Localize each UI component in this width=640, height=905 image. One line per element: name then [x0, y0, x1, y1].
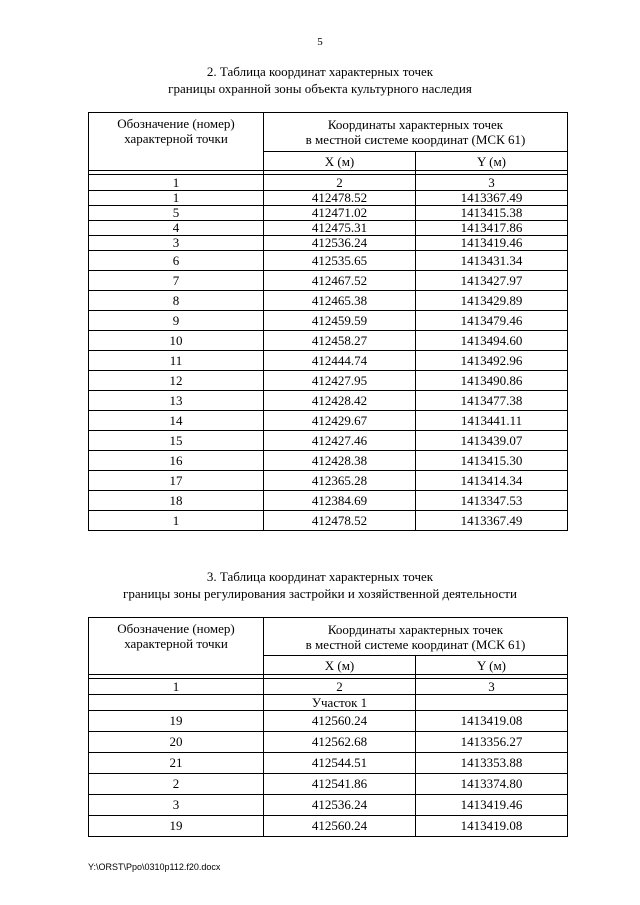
y-coordinate-cell: 1413477.38	[416, 391, 568, 411]
y-coordinate-cell: 1413441.11	[416, 411, 568, 431]
point-number-cell: 11	[89, 351, 264, 371]
table-row	[89, 491, 568, 511]
y-coordinate-cell: 1413417.86	[416, 221, 568, 236]
table-row	[89, 251, 568, 271]
index-cell: 2	[264, 679, 416, 695]
point-number-cell: 15	[89, 431, 264, 451]
y-coordinate-cell: 1413419.46	[416, 236, 568, 251]
y-coordinate-cell: 1413367.49	[416, 191, 568, 206]
x-coordinate-cell: 412536.24	[264, 795, 416, 816]
table-row	[89, 451, 568, 471]
table3-title	[0, 568, 640, 602]
point-number-cell: 12	[89, 371, 264, 391]
col-header-line1: Обозначение (номер)	[117, 116, 235, 131]
point-number-cell: 21	[89, 753, 264, 774]
x-coordinate-cell: 412478.52	[264, 511, 416, 531]
table-row	[89, 471, 568, 491]
col-header-x: X (м)	[264, 656, 416, 675]
point-number-cell: 1	[89, 191, 264, 206]
point-number-cell: 4	[89, 221, 264, 236]
index-cell: 2	[264, 175, 416, 191]
point-number-cell: 3	[89, 795, 264, 816]
col-header-point-number	[89, 618, 264, 675]
y-coordinate-cell: 1413494.60	[416, 331, 568, 351]
x-coordinate-cell: 412428.42	[264, 391, 416, 411]
section-row	[89, 695, 568, 711]
y-coordinate-cell: 1413367.49	[416, 511, 568, 531]
point-number-cell: 20	[89, 732, 264, 753]
section-cell-empty	[89, 695, 264, 711]
table-row	[89, 291, 568, 311]
point-number-cell: 3	[89, 236, 264, 251]
table-row	[89, 753, 568, 774]
x-coordinate-cell: 412467.52	[264, 271, 416, 291]
y-coordinate-cell: 1413415.30	[416, 451, 568, 471]
table-row	[89, 331, 568, 351]
point-number-cell: 10	[89, 331, 264, 351]
column-index-row	[89, 679, 568, 695]
x-coordinate-cell: 412427.46	[264, 431, 416, 451]
index-cell: 3	[416, 679, 568, 695]
table-row	[89, 774, 568, 795]
point-number-cell: 19	[89, 711, 264, 732]
point-number-cell: 17	[89, 471, 264, 491]
table-row	[89, 221, 568, 236]
y-coordinate-cell: 1413490.86	[416, 371, 568, 391]
table-row	[89, 371, 568, 391]
point-number-cell: 8	[89, 291, 264, 311]
x-coordinate-cell: 412560.24	[264, 711, 416, 732]
x-coordinate-cell: 412458.27	[264, 331, 416, 351]
coords-header-line2: в местной системе координат (МСК 61)	[305, 132, 526, 147]
point-number-cell: 9	[89, 311, 264, 331]
y-coordinate-cell: 1413374.80	[416, 774, 568, 795]
x-coordinate-cell: 412536.24	[264, 236, 416, 251]
table3-coordinates	[88, 617, 568, 837]
y-coordinate-cell: 1413353.88	[416, 753, 568, 774]
coords-header-line1: Координаты характерных точек	[327, 117, 504, 132]
y-coordinate-cell: 1413347.53	[416, 491, 568, 511]
x-coordinate-cell: 412562.68	[264, 732, 416, 753]
table-row	[89, 236, 568, 251]
table3-title-line2: границы зоны регулирования застройки и хозяйственной деятельности	[123, 586, 517, 601]
x-coordinate-cell: 412475.31	[264, 221, 416, 236]
table-row	[89, 271, 568, 291]
table-row	[89, 351, 568, 371]
col-header-point-number	[89, 113, 264, 171]
table-row	[89, 795, 568, 816]
section-label: Участок 1	[264, 695, 416, 711]
point-number-cell: 14	[89, 411, 264, 431]
table2-title-line2: границы охранной зоны объекта культурного наследия	[168, 81, 472, 96]
page-number: 5	[317, 36, 323, 48]
y-coordinate-cell: 1413429.89	[416, 291, 568, 311]
y-coordinate-cell: 1413479.46	[416, 311, 568, 331]
x-coordinate-cell: 412560.24	[264, 816, 416, 837]
index-cell: 1	[89, 175, 264, 191]
col-header-coordinates	[264, 113, 568, 152]
point-number-cell: 13	[89, 391, 264, 411]
x-coordinate-cell: 412444.74	[264, 351, 416, 371]
x-coordinate-cell: 412428.38	[264, 451, 416, 471]
table-row	[89, 391, 568, 411]
x-coordinate-cell: 412471.02	[264, 206, 416, 221]
y-coordinate-cell: 1413419.08	[416, 711, 568, 732]
col-header-y: Y (м)	[416, 152, 568, 171]
point-number-cell: 18	[89, 491, 264, 511]
col-header-x: X (м)	[264, 152, 416, 171]
file-path-footer: Y:\ORST\Ppo\0310p112.f20.docx	[88, 862, 221, 872]
column-index-row	[89, 175, 568, 191]
col-header-line2: характерной точки	[124, 636, 228, 651]
y-coordinate-cell: 1413415.38	[416, 206, 568, 221]
x-coordinate-cell: 412429.67	[264, 411, 416, 431]
x-coordinate-cell: 412478.52	[264, 191, 416, 206]
table2-title	[0, 63, 640, 97]
point-number-cell: 5	[89, 206, 264, 221]
col-header-coordinates	[264, 618, 568, 656]
x-coordinate-cell: 412427.95	[264, 371, 416, 391]
section-cell-empty	[416, 695, 568, 711]
point-number-cell: 16	[89, 451, 264, 471]
x-coordinate-cell: 412365.28	[264, 471, 416, 491]
table-row	[89, 311, 568, 331]
y-coordinate-cell: 1413439.07	[416, 431, 568, 451]
table-row	[89, 711, 568, 732]
table-row	[89, 816, 568, 837]
x-coordinate-cell: 412384.69	[264, 491, 416, 511]
y-coordinate-cell: 1413431.34	[416, 251, 568, 271]
coords-header-line2: в местной системе координат (МСК 61)	[305, 636, 526, 652]
y-coordinate-cell: 1413356.27	[416, 732, 568, 753]
y-coordinate-cell: 1413419.08	[416, 816, 568, 837]
x-coordinate-cell: 412465.38	[264, 291, 416, 311]
table-row	[89, 431, 568, 451]
table-row	[89, 411, 568, 431]
y-coordinate-cell: 1413492.96	[416, 351, 568, 371]
x-coordinate-cell: 412544.51	[264, 753, 416, 774]
index-cell: 1	[89, 679, 264, 695]
coords-header-line1: Координаты характерных точек	[327, 621, 504, 637]
table3-title-line1: 3. Таблица координат характерных точек	[206, 569, 434, 584]
y-coordinate-cell: 1413419.46	[416, 795, 568, 816]
table2-coordinates	[88, 112, 568, 531]
table-row	[89, 206, 568, 221]
point-number-cell: 1	[89, 511, 264, 531]
table2-title-line1: 2. Таблица координат характерных точек	[206, 64, 434, 79]
point-number-cell: 2	[89, 774, 264, 795]
table-row	[89, 732, 568, 753]
table-row	[89, 511, 568, 531]
x-coordinate-cell: 412459.59	[264, 311, 416, 331]
point-number-cell: 19	[89, 816, 264, 837]
y-coordinate-cell: 1413427.97	[416, 271, 568, 291]
col-header-line1: Обозначение (номер)	[117, 621, 235, 636]
y-coordinate-cell: 1413414.34	[416, 471, 568, 491]
x-coordinate-cell: 412535.65	[264, 251, 416, 271]
x-coordinate-cell: 412541.86	[264, 774, 416, 795]
index-cell: 3	[416, 175, 568, 191]
col-header-line2: характерной точки	[124, 131, 228, 146]
table-row	[89, 191, 568, 206]
point-number-cell: 7	[89, 271, 264, 291]
point-number-cell: 6	[89, 251, 264, 271]
col-header-y: Y (м)	[416, 656, 568, 675]
